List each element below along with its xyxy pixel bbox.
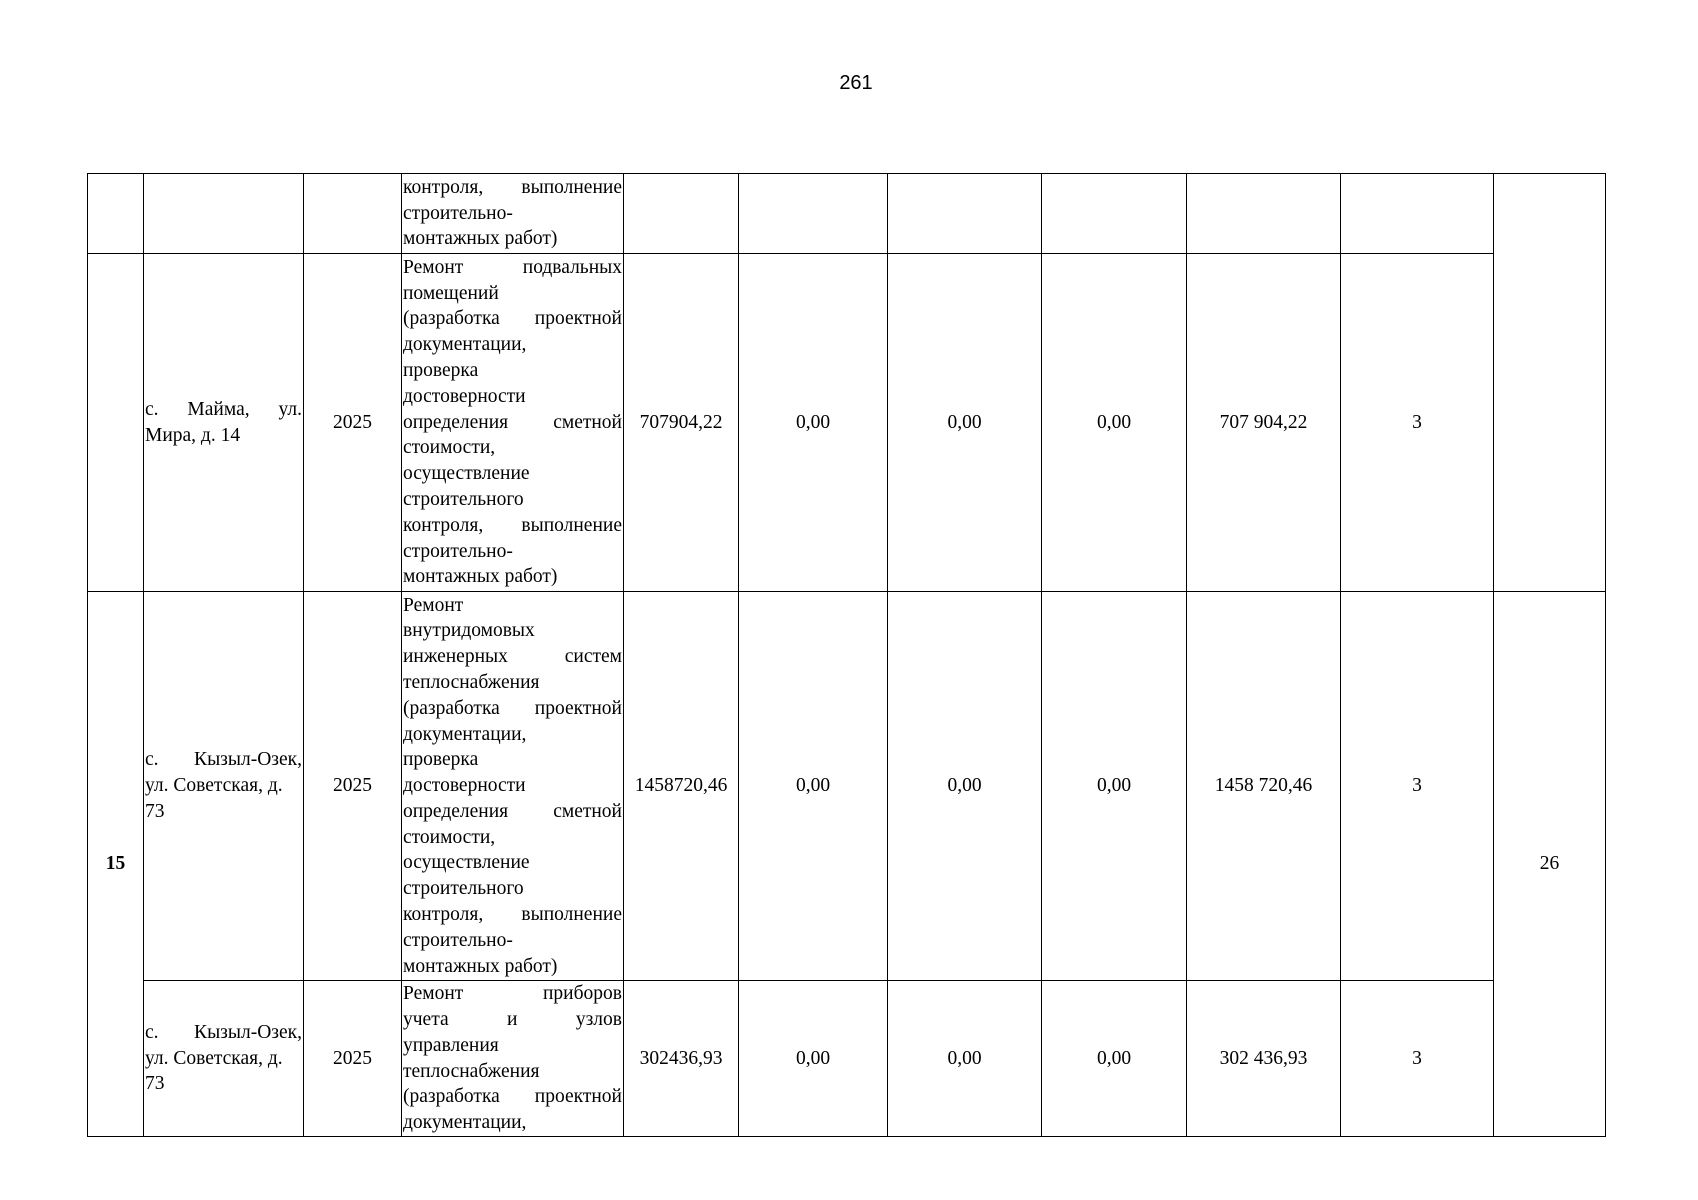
work-line: стоимости, [403, 437, 496, 459]
work-line: (разработка проектной [403, 1086, 622, 1108]
year-cell [304, 174, 402, 254]
row-number-cell [88, 254, 144, 592]
work-line: строительно- [403, 929, 513, 951]
work-description-cell [402, 592, 624, 981]
cost-cell [1042, 174, 1187, 254]
cost-cell: 0,00 [1042, 254, 1187, 592]
cost-cell [888, 174, 1042, 254]
work-line: достоверности [403, 775, 526, 797]
work-line: управления [403, 1034, 499, 1056]
address-line: с. Майма, ул. [145, 398, 302, 420]
row-number-cell [88, 174, 144, 254]
term-cell [1341, 174, 1494, 254]
work-line: стоимости, [403, 826, 496, 848]
table-row [88, 592, 1606, 981]
page-number: 261 [839, 72, 873, 94]
work-line: внутридомовых [403, 620, 535, 642]
address-cell [144, 174, 304, 254]
cost-cell: 0,00 [888, 592, 1042, 981]
term-cell: 3 [1341, 981, 1494, 1137]
address-line: с. Кызыл-Озек, [145, 749, 302, 771]
total-cost-cell [624, 174, 739, 254]
cost-cell: 302 436,93 [1187, 981, 1341, 1137]
work-line: документации, [403, 1112, 527, 1134]
work-line: Ремонт [403, 594, 464, 616]
work-line: монтажных работ) [403, 228, 558, 250]
table-row [88, 254, 1606, 592]
term-cell: 3 [1341, 592, 1494, 981]
group-last-col-cell: 26 [1494, 592, 1606, 1137]
work-line: строительного [403, 878, 524, 900]
address-line: с. Кызыл-Озек, [145, 1021, 302, 1043]
table-row [88, 981, 1606, 1137]
work-line: контроля, выполнение [403, 904, 622, 926]
cost-cell: 1458 720,46 [1187, 592, 1341, 981]
work-line: монтажных работ) [403, 955, 558, 977]
work-line: проверка [403, 749, 479, 771]
work-line: строительно- [403, 540, 513, 562]
cost-cell: 0,00 [739, 592, 888, 981]
year-cell: 2025 [304, 592, 402, 981]
work-description-cell [402, 254, 624, 592]
work-line: проверка [403, 360, 479, 381]
work-description-cell [402, 981, 624, 1137]
work-line: помещений [403, 282, 499, 304]
cost-cell [739, 174, 888, 254]
cost-cell: 0,00 [739, 981, 888, 1137]
work-line: контроля, выполнение [403, 176, 622, 198]
cost-cell: 0,00 [888, 254, 1042, 592]
address-cell [144, 254, 304, 592]
cost-cell: 0,00 [888, 981, 1042, 1137]
cost-cell: 0,00 [739, 254, 888, 592]
address-line: ул. Советская, д. [145, 1047, 283, 1069]
group-number-cell: 15 [88, 592, 144, 1137]
work-line: документации, [403, 723, 527, 745]
address-cell [144, 592, 304, 981]
work-line: контроля, выполнение [403, 514, 622, 536]
cost-cell [1187, 174, 1341, 254]
address-line: Мира, д. 14 [145, 424, 241, 446]
address-line: 73 [145, 800, 165, 822]
work-line: строительно- [403, 202, 513, 224]
year-cell: 2025 [304, 254, 402, 592]
work-line: осуществление [403, 463, 530, 485]
work-line: монтажных работ) [403, 566, 558, 588]
capital-repair-table [87, 173, 1606, 1137]
work-description-cell [402, 174, 624, 254]
work-line: Ремонт приборов [403, 983, 622, 1005]
work-line: теплоснабжения [403, 671, 540, 693]
work-line: осуществление [403, 852, 530, 874]
work-line: определения сметной [403, 411, 622, 433]
address-line: 73 [145, 1073, 165, 1095]
work-line: документации, [403, 334, 527, 356]
work-line: (разработка проектной [403, 308, 622, 330]
cost-cell: 707 904,22 [1187, 254, 1341, 592]
work-line: достоверности [403, 385, 526, 407]
total-cost-cell: 302436,93 [624, 981, 739, 1137]
total-cost-cell: 1458720,46 [624, 592, 739, 981]
work-line: определения сметной [403, 800, 622, 822]
total-cost-cell: 707904,22 [624, 254, 739, 592]
work-line: инженерных систем [403, 646, 622, 668]
term-cell: 3 [1341, 254, 1494, 592]
work-line: (разработка проектной [403, 697, 622, 719]
work-line: строительного [403, 488, 524, 510]
cost-cell: 0,00 [1042, 981, 1187, 1137]
address-line: ул. Советская, д. [145, 775, 283, 797]
work-line: теплоснабжения [403, 1060, 540, 1082]
cost-cell: 0,00 [1042, 592, 1187, 981]
last-col-cell [1494, 174, 1606, 592]
table-row [88, 174, 1606, 254]
work-line: Ремонт подвальных [403, 256, 622, 278]
year-cell: 2025 [304, 981, 402, 1137]
work-line: учета и узлов [403, 1008, 622, 1030]
address-cell [144, 981, 304, 1137]
